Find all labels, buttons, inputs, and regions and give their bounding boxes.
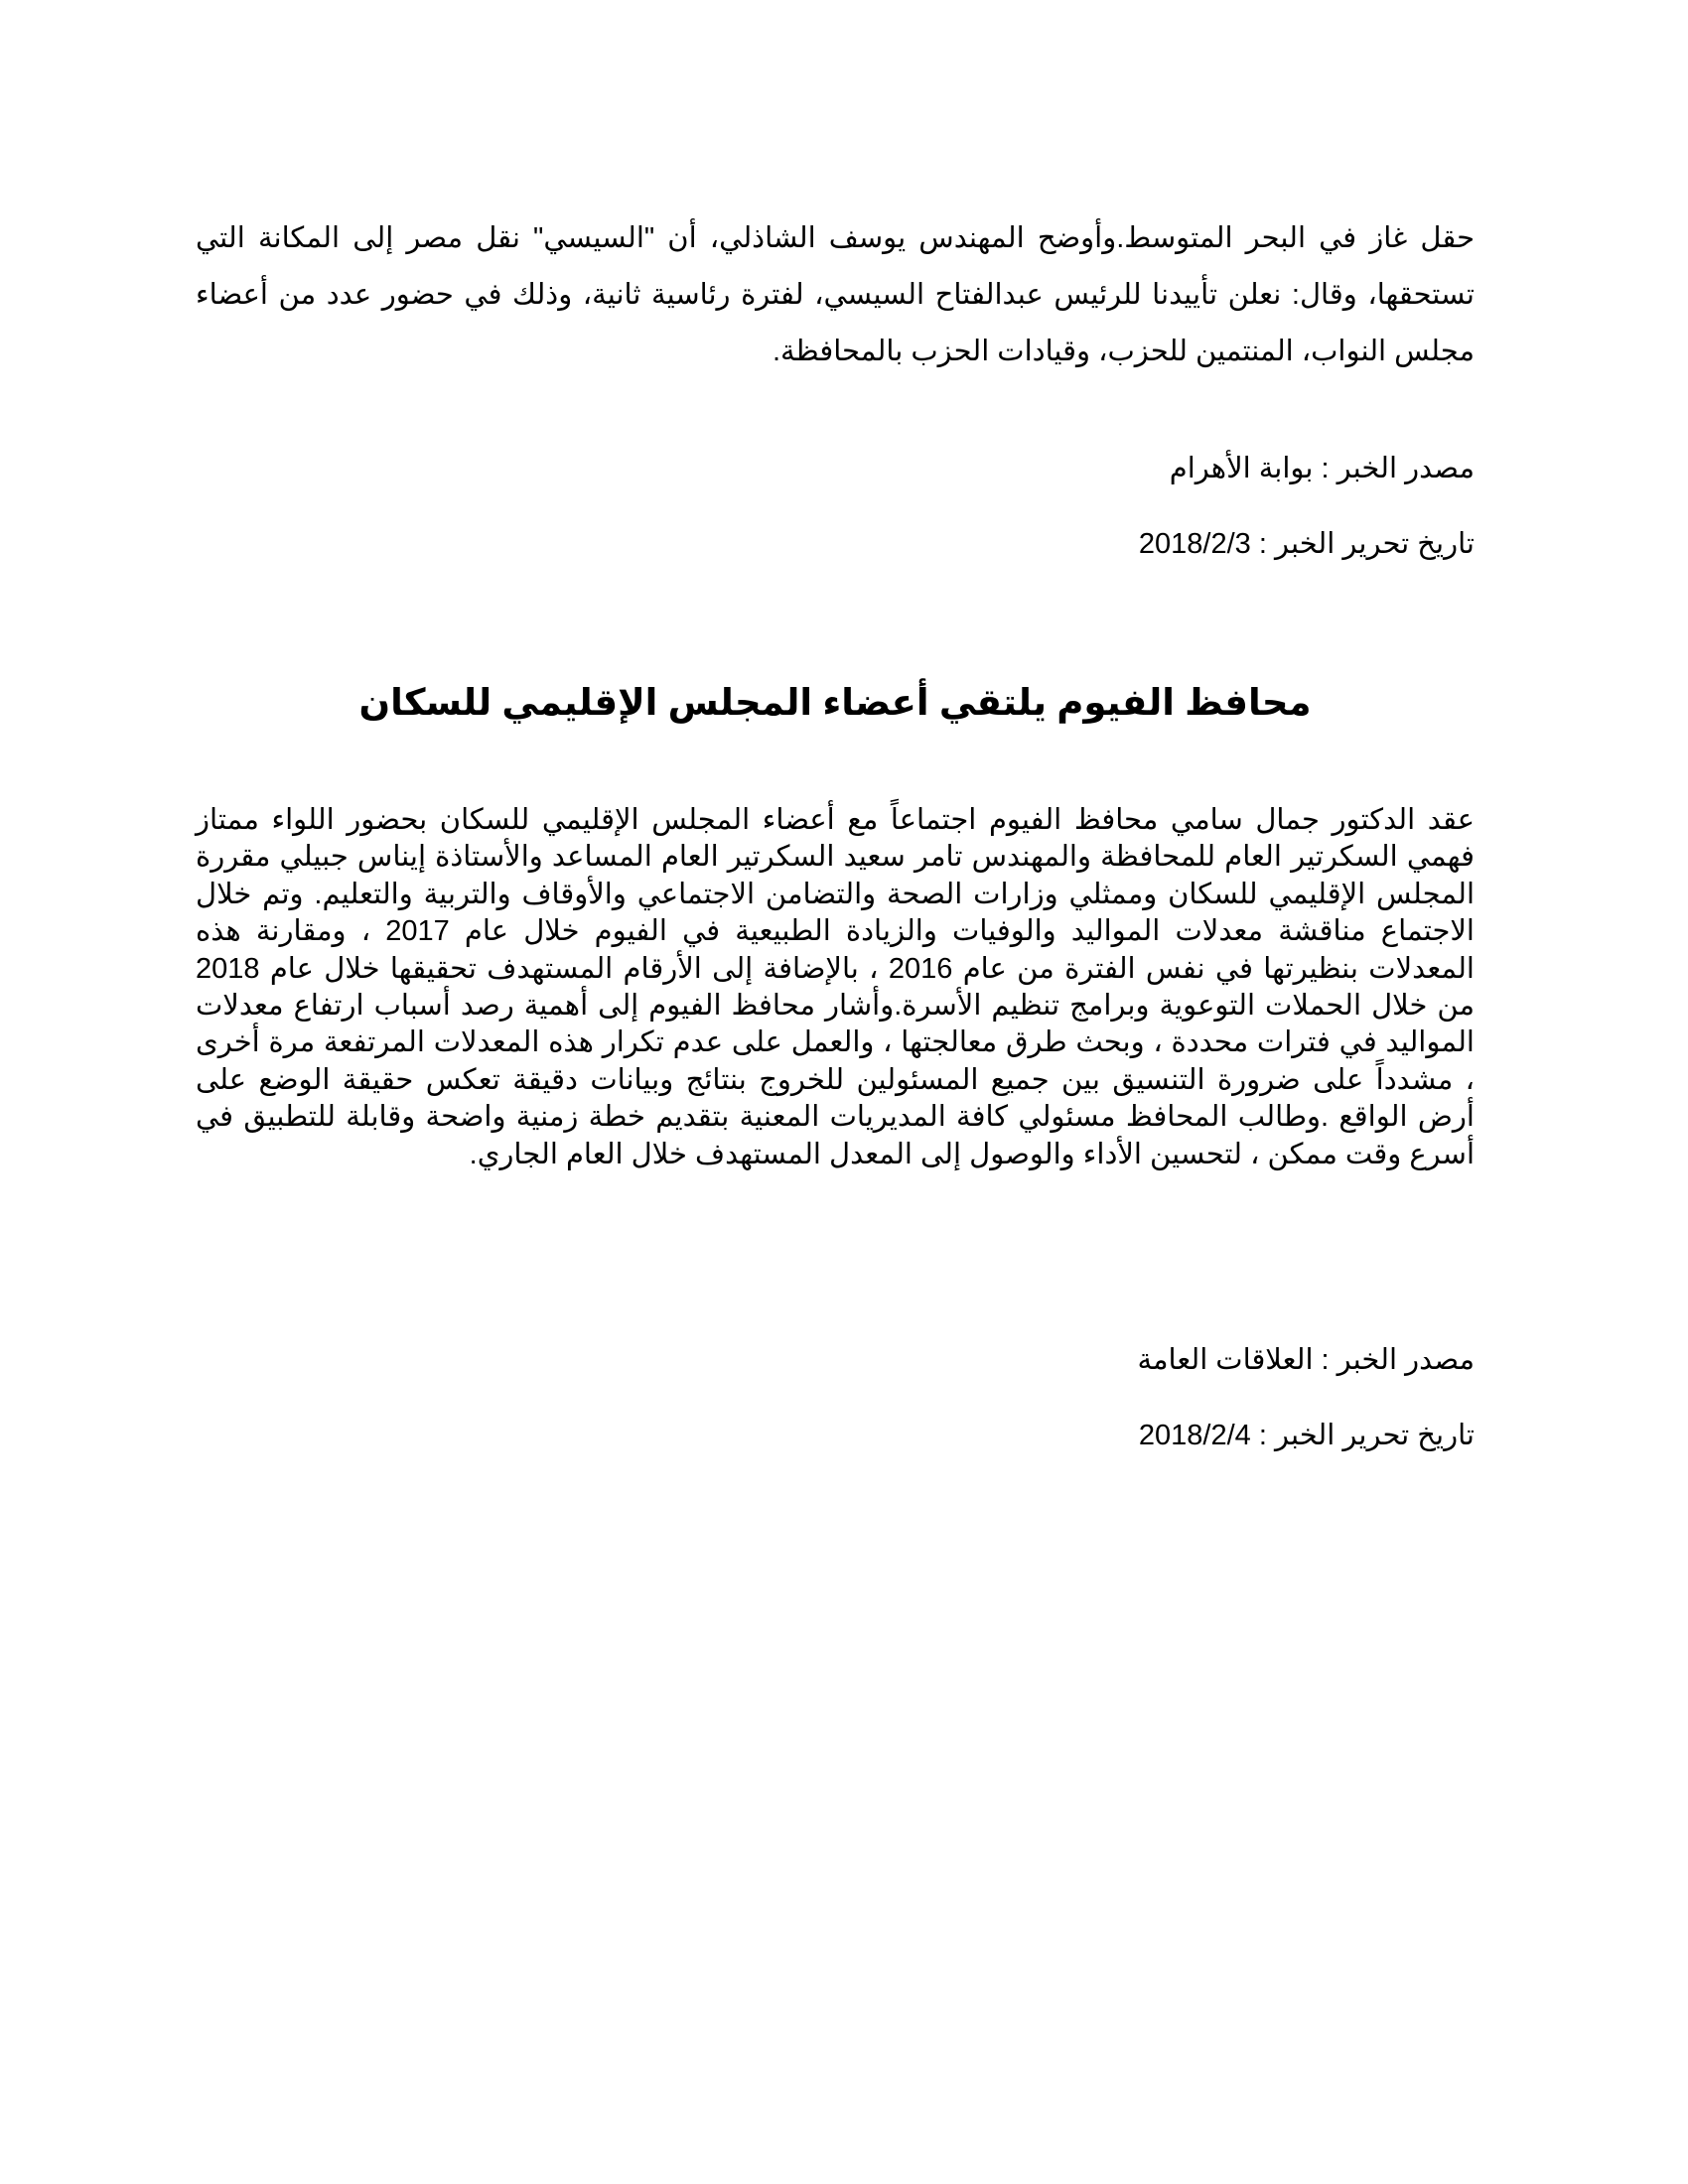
article-2-date: تاريخ تحرير الخبر : 2018/2/4 <box>1138 1420 1475 1451</box>
article-2-title-block <box>196 678 1475 728</box>
article-2-body-block <box>196 802 1475 1173</box>
article-2-title: محافظ الفيوم يلتقي أعضاء المجلس الإقليمي للسكان <box>358 682 1312 723</box>
article-1-body-block <box>196 210 1475 380</box>
article-2-date-block <box>196 1416 1475 1455</box>
article-2-body: عقد الدكتور جمال سامي محافظ الفيوم اجتماعاً مع أعضاء المجلس الإقليمي للسكان بحضور اللواء ممتاز فهمي السكرتير العام للمحافظة والمهندس تامر سعيد السكرتير العام المساعد والأستاذة إيناس جبيلي مقررة المجلس الإقليمي للسكان وممثلي وزارات الصحة والتضامن الاجتماعي والأوقاف والتربية والتعليم. وتم خلال الاجتماع مناقشة معدلات المواليد والوفيات والزيادة الطبيعية في الفيوم خلال عام 2017 ، ومقارنة هذه المعدلات بنظيرتها في نفس الفترة من عام 2016 ، بالإضافة إلى الأرقام المستهدف تحقيقها خلال عام 2018 من خلال الحملات التوعوية وبرامج تنظيم الأسرة.وأشار محافظ الفيوم إلى أهمية رصد أسباب ارتفاع معدلات المواليد في فترات محددة ، وبحث طرق معالجتها ، والعمل على عدم تكرار هذه المعدلات المرتفعة مرة أخرى ، مشدداً على ضرورة التنسيق بين جميع المسئولين للخروج بنتائج وبيانات دقيقة تعكس حقيقة الوضع على أرض الواقع .وطالب المحافظ مسئولي كافة المديريات المعنية بتقديم خطة زمنية واضحة وقابلة للتطبيق في أسرع وقت ممكن ، لتحسين الأداء والوصول إلى المعدل المستهدف خلال العام الجاري. <box>196 804 1475 1170</box>
article-1-source: مصدر الخبر : بوابة الأهرام <box>1169 453 1475 484</box>
article-1-date: تاريخ تحرير الخبر : 2018/2/3 <box>1138 528 1475 560</box>
article-2-source: مصدر الخبر : العلاقات العامة <box>1137 1344 1475 1376</box>
article-2-source-block <box>196 1340 1475 1380</box>
article-1-source-block <box>196 449 1475 488</box>
article-1-body: حقل غاز في البحر المتوسط.وأوضح المهندس يوسف الشاذلي، أن "السيسي" نقل مصر إلى المكانة التي تستحقها، وقال: نعلن تأييدنا للرئيس عبدالفتاح السيسي، لفترة رئاسية ثانية، وذلك في حضور عدد من أعضاء مجلس النواب، المنتمين للحزب، وقيادات الحزب بالمحافظة. <box>196 222 1475 367</box>
article-1-date-block <box>196 524 1475 564</box>
